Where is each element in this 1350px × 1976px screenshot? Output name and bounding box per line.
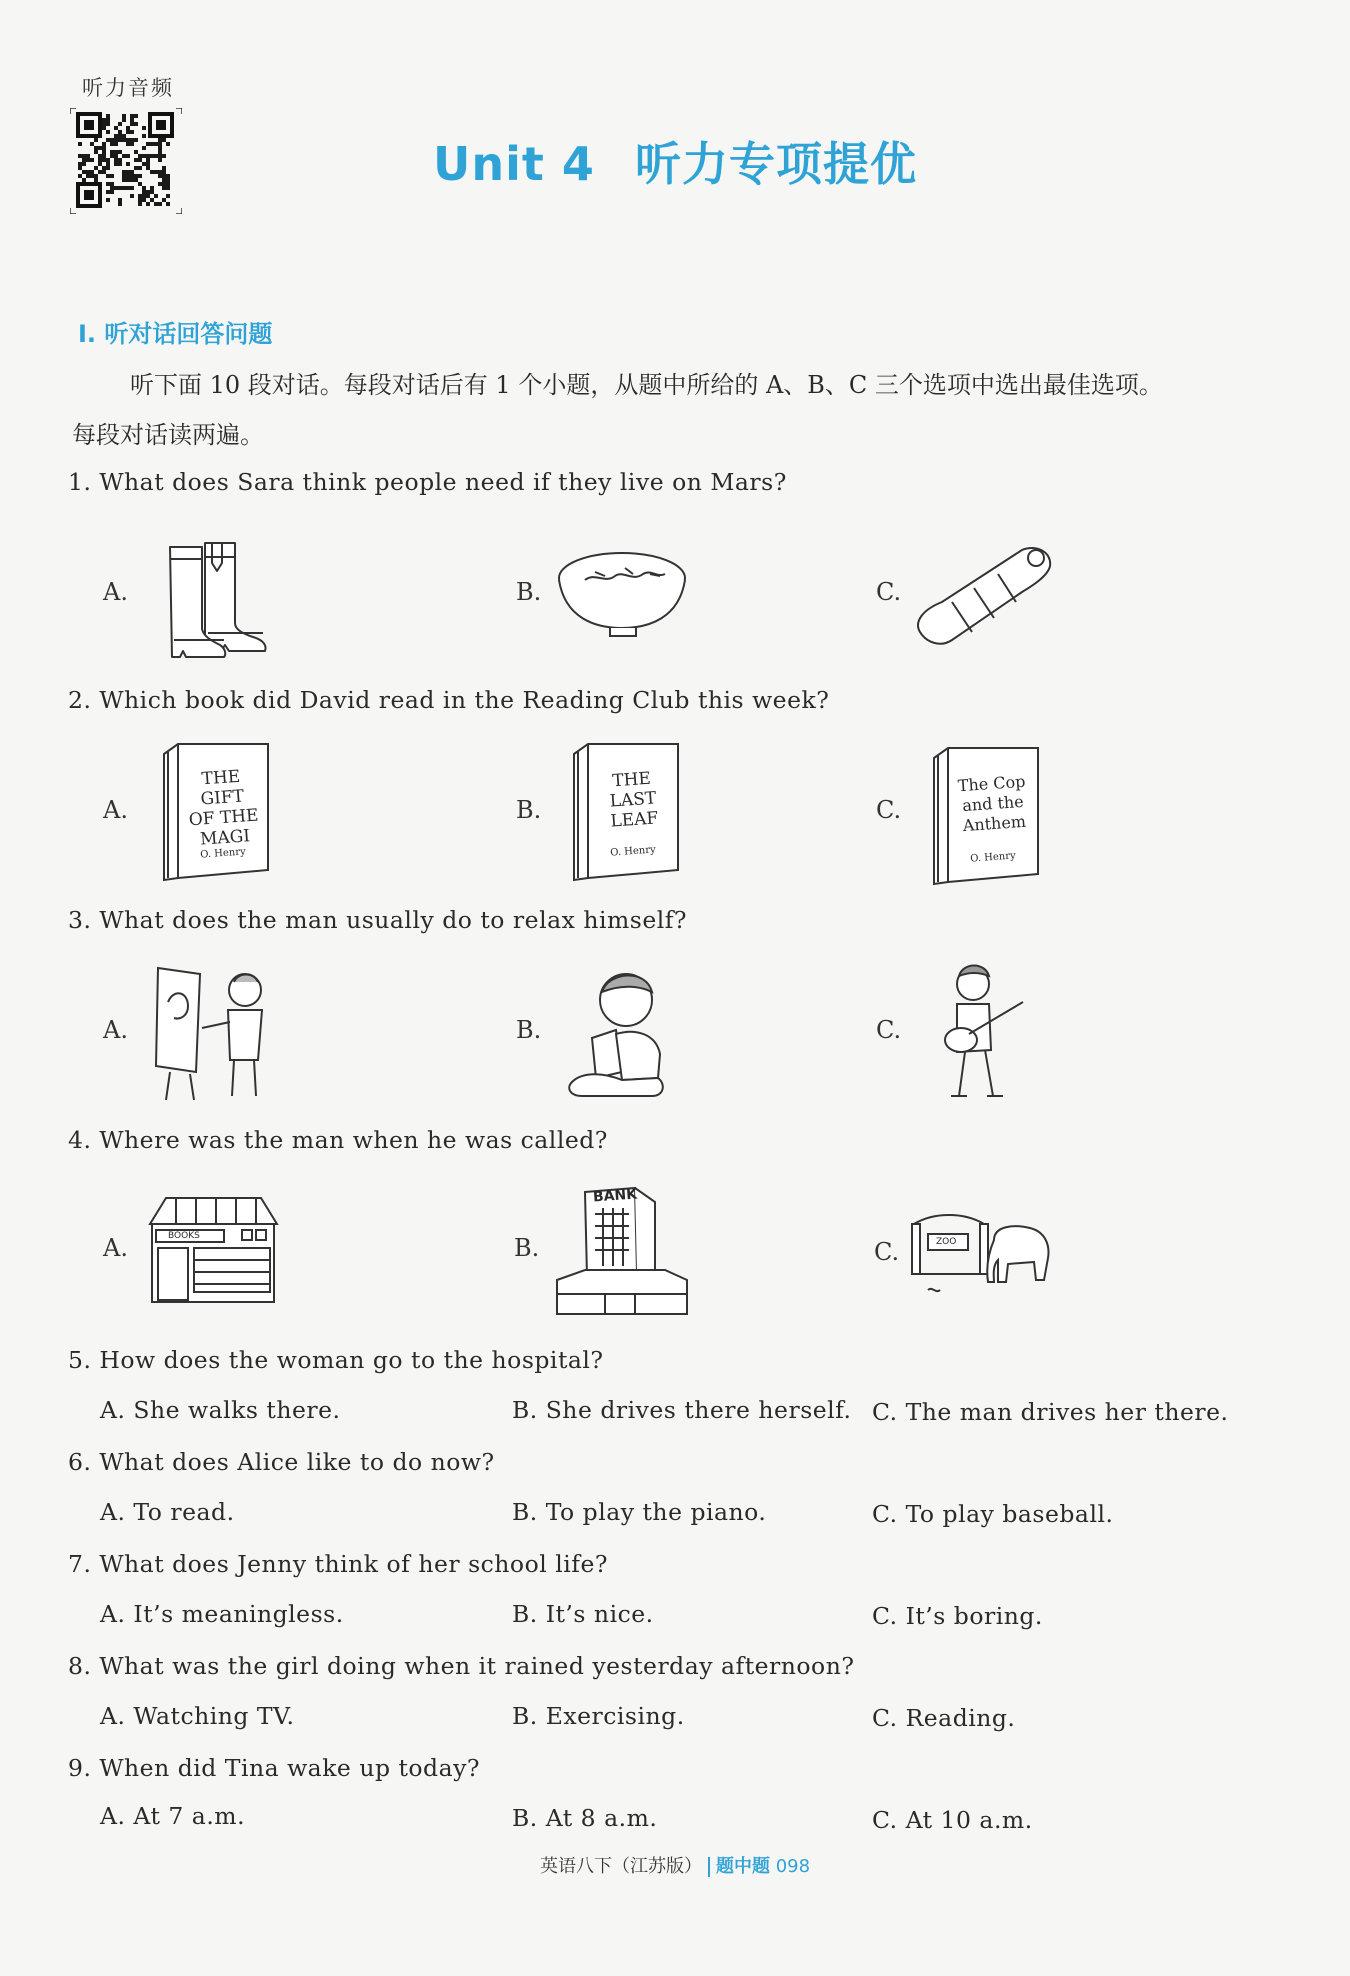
footer-divider bbox=[708, 1857, 710, 1877]
footer-book: 英语八下（江苏版） bbox=[539, 1856, 702, 1877]
book-title-line: THE LAST bbox=[609, 768, 657, 812]
q4-option-c-label[interactable]: C. bbox=[874, 1238, 900, 1266]
q8-option-b[interactable]: B. Exercising. bbox=[512, 1702, 685, 1730]
page-title bbox=[0, 128, 1350, 194]
q1-option-c-label[interactable]: C. bbox=[876, 578, 902, 606]
q1-option-b-label[interactable]: B. bbox=[516, 578, 542, 606]
question-6: 6. What does Alice like to do now? bbox=[68, 1448, 495, 1476]
food-bowl-icon[interactable] bbox=[555, 548, 690, 643]
reading-boy-icon[interactable] bbox=[562, 964, 672, 1102]
book-author: O. Henry bbox=[609, 844, 657, 859]
q6-option-b[interactable]: B. To play the piano. bbox=[512, 1498, 767, 1526]
question-1: 1. What does Sara think people need if they live on Mars? bbox=[68, 468, 787, 496]
q2-option-b-label[interactable]: B. bbox=[516, 796, 542, 824]
q3-option-c-label[interactable]: C. bbox=[876, 1016, 902, 1044]
boots-icon[interactable] bbox=[160, 535, 270, 660]
sleeping-bag-icon[interactable] bbox=[912, 540, 1057, 650]
q5-option-a[interactable]: A. She walks there. bbox=[100, 1396, 341, 1424]
question-3: 3. What does the man usually do to relax himself? bbox=[68, 906, 688, 934]
title-topic: 听力专项提优 bbox=[634, 137, 917, 191]
q7-option-a[interactable]: A. It’s meaningless. bbox=[100, 1600, 344, 1628]
section-title: Ⅰ. 听对话回答问题 bbox=[78, 320, 273, 348]
book-icon[interactable] bbox=[160, 740, 272, 882]
q7-option-c[interactable]: C. It’s boring. bbox=[872, 1602, 1043, 1630]
q6-option-c[interactable]: C. To play baseball. bbox=[872, 1500, 1114, 1528]
q4-option-b-label[interactable]: B. bbox=[514, 1234, 540, 1262]
zoo-icon[interactable] bbox=[908, 1210, 1053, 1300]
q9-option-c[interactable]: C. At 10 a.m. bbox=[872, 1806, 1033, 1834]
q3-option-a-label[interactable]: A. bbox=[103, 1016, 128, 1044]
question-4: 4. Where was the man when he was called? bbox=[68, 1126, 608, 1154]
question-7: 7. What does Jenny think of her school life? bbox=[68, 1550, 608, 1578]
q5-option-b[interactable]: B. She drives there herself. bbox=[512, 1396, 852, 1424]
bank-icon[interactable] bbox=[555, 1184, 690, 1320]
q3-option-b-label[interactable]: B. bbox=[516, 1016, 542, 1044]
zoo-sign: ZOO bbox=[936, 1237, 957, 1247]
book-author: O. Henry bbox=[199, 846, 247, 861]
instructions bbox=[72, 360, 1282, 460]
book-icon[interactable] bbox=[930, 744, 1042, 886]
book-author: O. Henry bbox=[969, 850, 1017, 865]
question-5: 5. How does the woman go to the hospital? bbox=[68, 1346, 604, 1374]
book-title-line: OF THE bbox=[188, 805, 260, 831]
q4-option-a-label[interactable]: A. bbox=[103, 1234, 128, 1262]
page-footer bbox=[0, 1852, 1350, 1878]
q8-option-c[interactable]: C. Reading. bbox=[872, 1704, 1016, 1732]
q7-option-b[interactable]: B. It’s nice. bbox=[512, 1600, 654, 1628]
bookstore-icon[interactable] bbox=[146, 1194, 281, 1306]
book-title-line: LEAF bbox=[609, 808, 659, 832]
instructions-line-1: 听下面 10 段对话。每段对话后有 1 个小题，从题中所给的 A、B、C 三个选项中选出最佳选项。 bbox=[130, 371, 1163, 399]
book-title-line: THE GIFT bbox=[199, 766, 245, 810]
q9-option-a[interactable]: A. At 7 a.m. bbox=[100, 1802, 246, 1830]
q5-option-c[interactable]: C. The man drives her there. bbox=[872, 1398, 1229, 1426]
book-title-line: Anthem bbox=[962, 811, 1027, 836]
question-8: 8. What was the girl doing when it rained yesterday afternoon? bbox=[68, 1652, 855, 1680]
page-number: 098 bbox=[775, 1856, 811, 1877]
q9-option-b[interactable]: B. At 8 a.m. bbox=[512, 1804, 658, 1832]
title-unit: Unit 4 bbox=[433, 137, 595, 191]
book-title-line: and the bbox=[961, 791, 1025, 816]
qr-label: 听力音频 bbox=[82, 76, 174, 100]
question-9: 9. When did Tina wake up today? bbox=[68, 1754, 480, 1782]
bank-sign: BANK bbox=[592, 1186, 638, 1206]
q8-option-a[interactable]: A. Watching TV. bbox=[100, 1702, 295, 1730]
bookstore-sign: BOOKS bbox=[168, 1231, 200, 1241]
book-title-line: MAGI bbox=[199, 826, 251, 850]
footer-brand: 题中题 bbox=[715, 1856, 770, 1877]
q2-option-c-label[interactable]: C. bbox=[876, 796, 902, 824]
q1-option-a-label[interactable]: A. bbox=[103, 578, 128, 606]
book-title-line: The Cop bbox=[957, 771, 1026, 796]
instructions-line-2: 每段对话读两遍。 bbox=[72, 421, 264, 449]
q6-option-a[interactable]: A. To read. bbox=[100, 1498, 235, 1526]
book-icon[interactable] bbox=[570, 740, 682, 882]
q2-option-a-label[interactable]: A. bbox=[103, 796, 128, 824]
painting-icon[interactable] bbox=[150, 962, 280, 1102]
guitar-player-icon[interactable] bbox=[935, 960, 1030, 1105]
question-2: 2. Which book did David read in the Reading Club this week? bbox=[68, 686, 830, 714]
